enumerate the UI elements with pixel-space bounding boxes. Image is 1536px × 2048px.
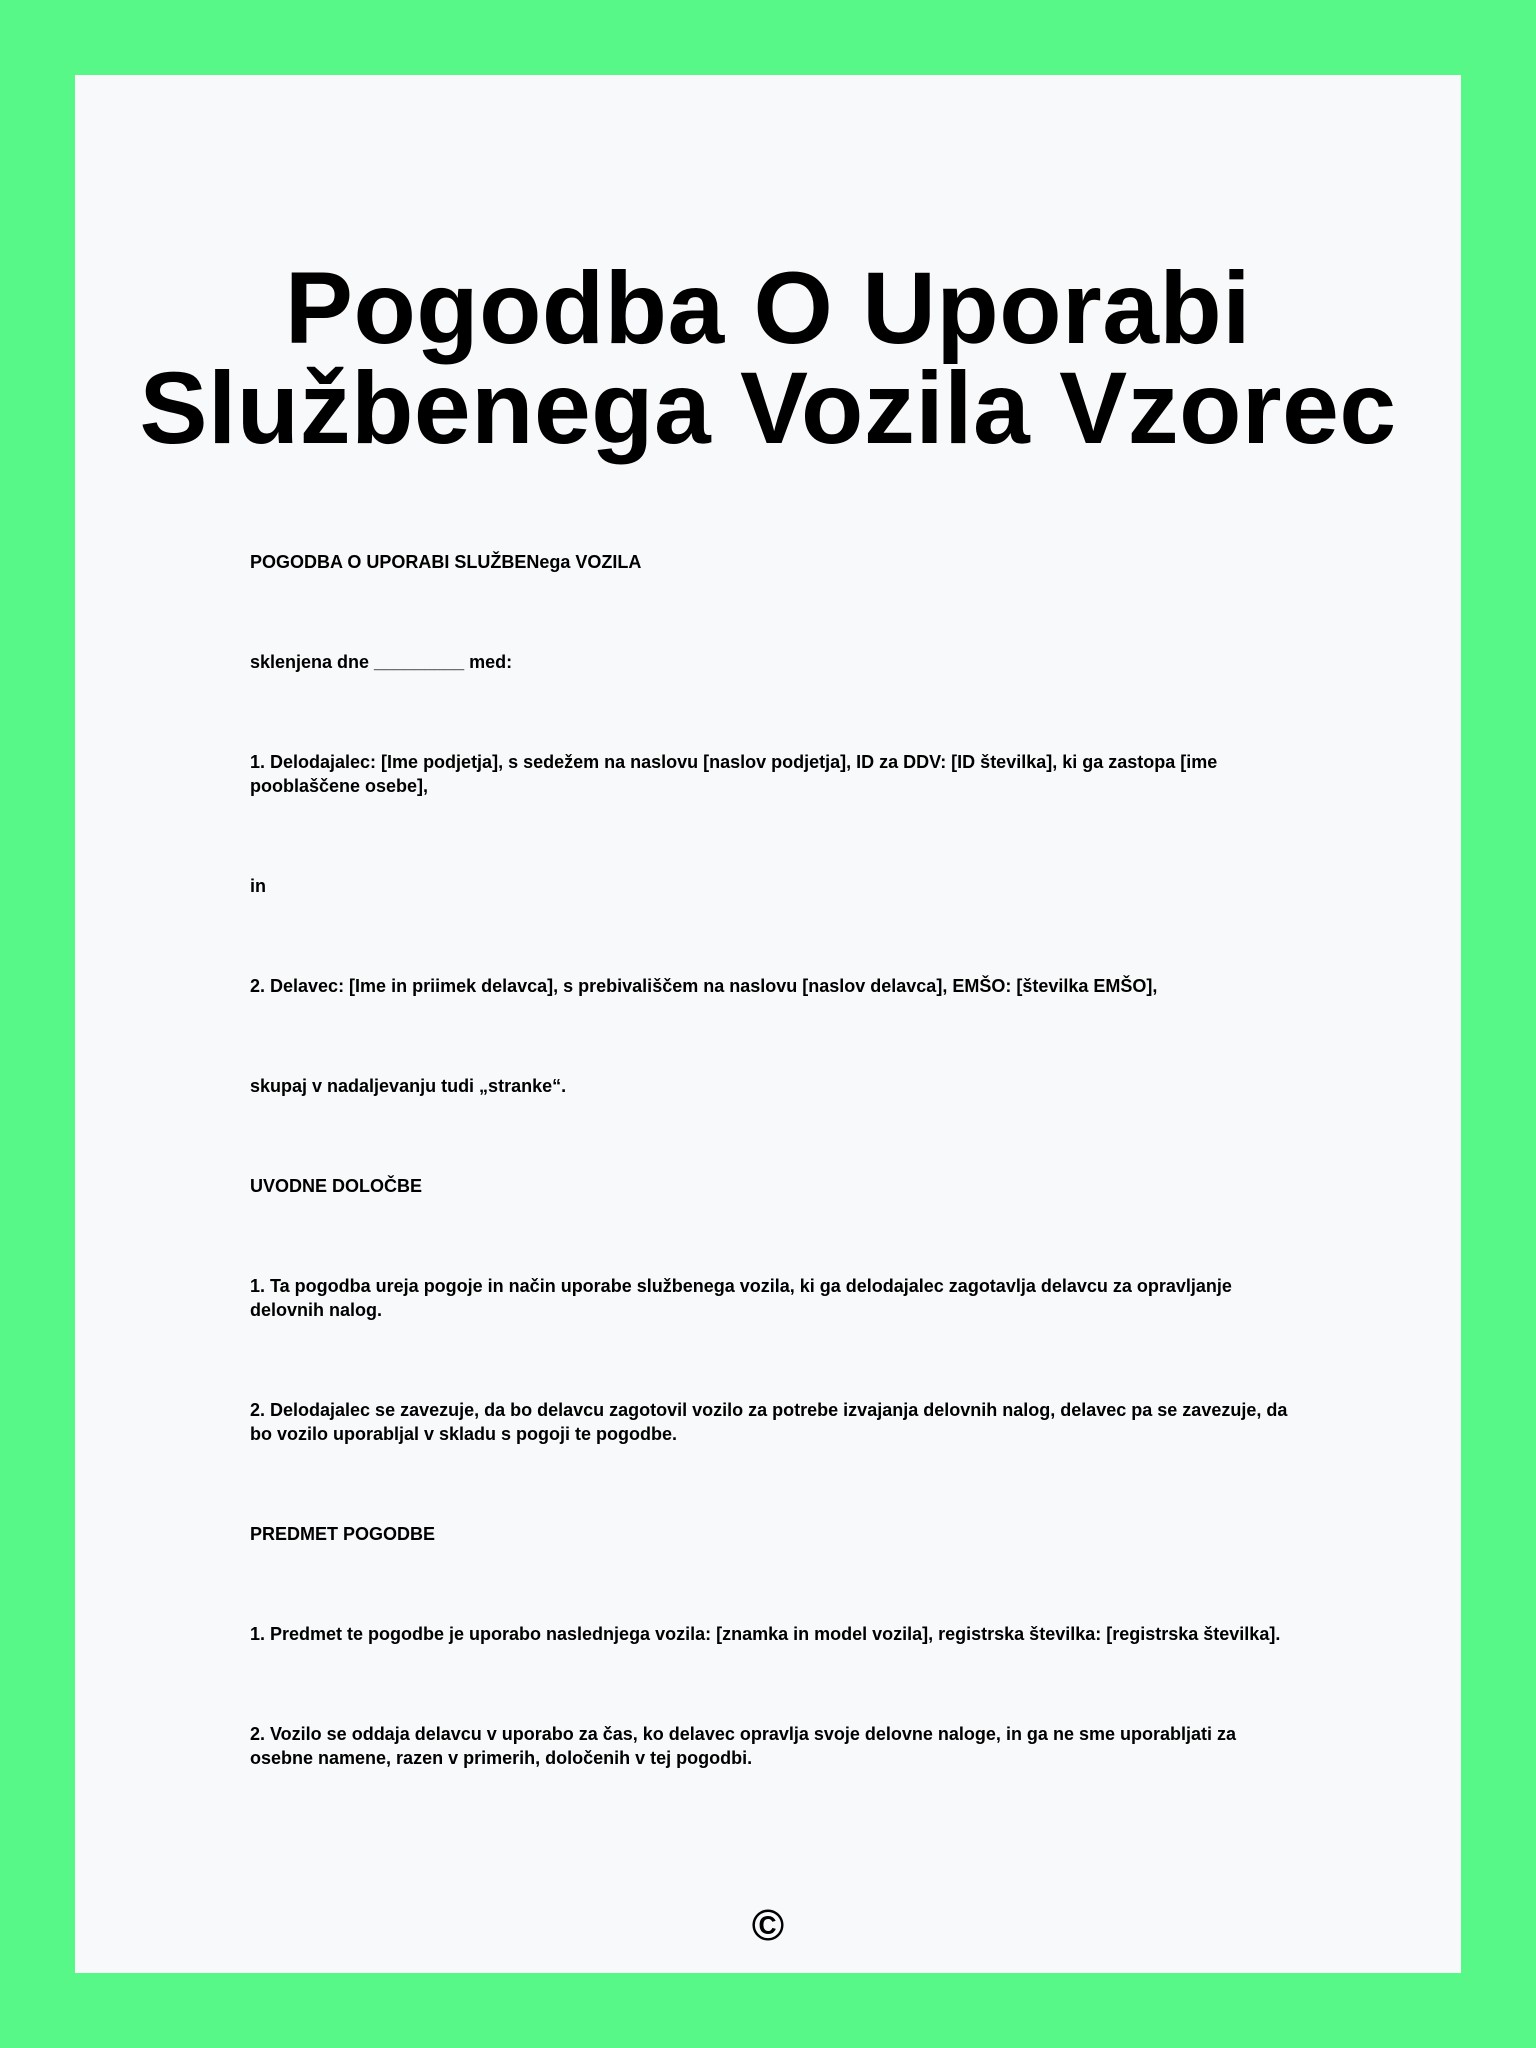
subject-clause-2: 2. Vozilo se oddaja delavcu v uporabo za čas, ko delavec opravlja svoje delovne naloge, in ga ne sme uporabljati za osebne namene, razen v primerih, določenih v tej pogodbi. [250, 1724, 1236, 1768]
contract-heading: POGODBA O UPORABI SLUŽBENega VOZILA [250, 552, 642, 572]
document-page [75, 75, 1461, 1973]
party-employer: 1. Delodajalec: [Ime podjetja], s sedežem na naslovu [naslov podjetja], ID za DDV: [ID številka], ki ga zastopa [ime pooblaščene osebe], [250, 752, 1218, 796]
subject-clause-1: 1. Predmet te pogodbe je uporabo naslednjega vozila: [znamka in model vozila], registrska številka: [registrska številka]. [250, 1624, 1281, 1644]
intro-clause-1: 1. Ta pogodba ureja pogoje in način uporabe službenega vozila, ki ga delodajalec zagotavlja delavcu za opravljanje delovnih nalog. [250, 1276, 1232, 1320]
document-title [75, 251, 1461, 465]
conjunction-in: in [250, 876, 266, 896]
concluded-date-line: sklenjena dne _________ med: [250, 652, 513, 672]
title-line-2: Službenega Vozila Vzorec [139, 351, 1397, 465]
document-body [250, 550, 1290, 1846]
parties-definition: skupaj v nadaljevanju tudi „stranke“. [250, 1076, 567, 1096]
intro-clause-2: 2. Delodajalec se zavezuje, da bo delavcu zagotovil vozilo za potrebe izvajanja delovnih nalog, delavec pa se zavezuje, da bo vozilo uporabljal v skladu s pogoji te pogodbe. [250, 1400, 1288, 1444]
party-employee: 2. Delavec: [Ime in priimek delavca], s prebivališčem na naslovu [naslov delavca], EMŠO: [številka EMŠO], [250, 976, 1158, 996]
section-heading-subject: PREDMET POGODBE [250, 1524, 436, 1544]
section-heading-introductory: UVODNE DOLOČBE [250, 1176, 423, 1196]
title-line-1: Pogodba O Uporabi [284, 251, 1252, 365]
copyright-icon: © [751, 1901, 785, 1950]
